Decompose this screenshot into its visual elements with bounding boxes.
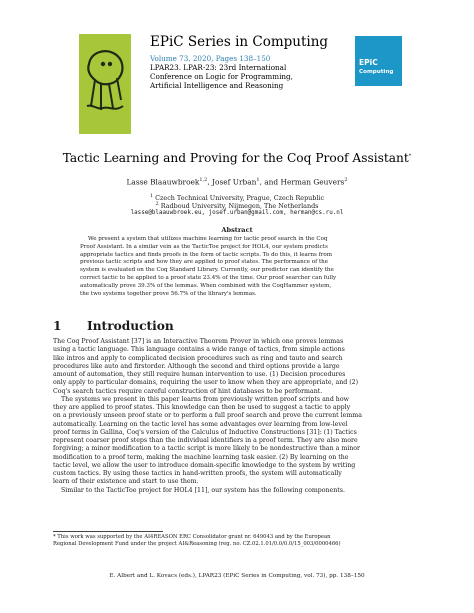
body-line: custom tactics. By using these tactics in hand-written proofs, the system will automatically [53,470,342,477]
body-line: represent coarser proof steps than the individual identifiers in a proof term. They are also more [53,437,358,444]
author-separator: , and [259,177,281,187]
affil-mark: 1 [149,193,154,199]
author-affil-mark: 1,2 [199,177,208,183]
section-heading [53,319,174,333]
abstract-line: system is evaluated on the Coq Standard Library. Currently, our predictor can identify the [80,267,334,274]
series-title: EPiC Series in Computing [150,34,329,50]
section-number: 1 [53,319,62,333]
affil-text: Czech Technical University, Prague, Czech Republic [155,194,325,203]
body-line: modification to a proof term, making the machine learning task easier. (2) By learning on the [53,453,349,461]
badge-computing-label: Computing [359,69,394,75]
leaf-creature-icon [79,34,131,134]
abstract-line: appropriate tactics and finds proofs in the form of tactic scripts. To do this, it learns from [80,251,332,258]
body-line: like intros and apply to complicated decision procedures such as ring and tauto and search [53,354,343,362]
abstract-line: the two systems together prove 56.7% of the library's lemmas. [80,290,257,297]
footnote-line: Regional Development Fund under the project AI&Reasoning (reg. no. CZ.02.1.01/0.0/0.0/15_003/0000466) [53,541,341,547]
body-line: forgiving; a minor modification to a tactic script is more likely to be nondestructive than a minor [53,445,361,453]
body-line: The systems we present in this paper learns from previously written proof scripts and how [61,395,349,403]
paper-title [0,151,474,165]
footnote-line: * This work was supported by the AI4REASON ERC Consolidator grant nr. 649043 and by the European [53,534,331,540]
conference-line-2: Conference on Logic for Programming, [150,72,293,82]
section-body [53,338,421,495]
conference-line-3: Artificial Intelligence and Reasoning [150,81,284,91]
volume-link[interactable]: Volume 73, 2020, Pages 138–150 [150,54,271,63]
abstract-heading: Abstract [221,226,253,234]
author-name: Lasse Blaauwbroek [126,177,200,187]
title-footnote-mark[interactable]: * [408,152,412,159]
body-line: amount of automation, they still require human intervention to use. (1) Decision procedures [53,371,346,378]
body-line: they are applied to proof states. This knowledge can then be used to suggest a tactic to apply [53,404,351,411]
body-line: Coq's search tactics require careful construction of hint databases to be performant. [53,387,323,395]
paper-title-text: Tactic Learning and Proving for the Coq Proof Assistant [62,151,409,165]
body-line: procedures like auto and firstorder. Although the second and third options provide a large [53,362,340,370]
abstract-line: Proof Assistant. In a similar vein as the TacticToe project for HOL4, our system predicts [80,243,328,250]
body-line: Similar to the TacticToe project for HOL4 [11], our system has the following components. [61,486,345,494]
abstract-line: correct tactic to be applied to a proof state 23.4% of the time. Our proof searcher can fully [80,274,337,281]
epic-computing-badge [355,36,402,86]
affil-text: Radboud University, Nijmegen, The Netherlands [160,202,319,211]
author-emails[interactable]: lasse@blaauwbroek.eu, josef.urban@gmail.com, herman@cs.ru.nl [130,210,344,216]
author-name: Josef Urban [212,177,257,187]
abstract-line: previous tactic scripts and how they are applied to proof states. The performance of the [80,259,329,266]
abstract-line: automatically prove 39.3% of the lemmas. When combined with the CoqHammer system, [80,282,332,289]
running-footer: E. Albert and L. Kovacs (eds.), LPAR23 (EPiC Series in Computing, vol. 73), pp. 138–150 [109,573,365,579]
body-line: tactic level, we allow the user to introduce domain-specific knowledge to the system by writing [53,461,356,469]
body-line: on a previously unseen proof state or to perform a full proof search and prove the current lemma [53,412,362,420]
abstract-line: We present a system that utilizes machine learning for tactic proof search in the Coq [88,236,328,242]
section-title: Introduction [87,319,174,333]
body-line: proof terms in Gallina, Coq's version of the Calculus of Inductive Constructions [31]: (1) Tactics [53,428,357,436]
abstract-body [80,236,394,298]
author-separator: , [207,177,213,187]
author-list [0,177,474,186]
author-name: Herman Geuvers [280,177,345,187]
author-affil-mark: 1 [256,177,260,183]
body-line: learn of their existence and start to use them. [53,478,199,486]
affiliation [0,200,474,210]
body-line: only apply to particular domains, requiring the user to know when they are appropriate, and (2) [53,379,359,387]
series-info [150,35,350,91]
epic-left-logo [79,34,131,134]
conference-line-1: LPAR23. LPAR-23: 23rd International [150,63,287,72]
body-line: automatically. Learning on the tactic level has some advantages over learning from low-level [53,420,348,428]
badge-epic-label: EPiC [359,58,378,67]
author-affil-mark: 2 [344,177,348,183]
footnote [53,534,423,548]
body-line: The Coq Proof Assistant [37] is an Interactive Theorem Prover in which one proves lemmas [53,338,344,345]
footnote-divider [53,531,163,532]
affil-mark: 2 [155,201,159,207]
body-line: using a tactic language. This language contains a wide range of tactics, from simple actions [53,346,345,354]
